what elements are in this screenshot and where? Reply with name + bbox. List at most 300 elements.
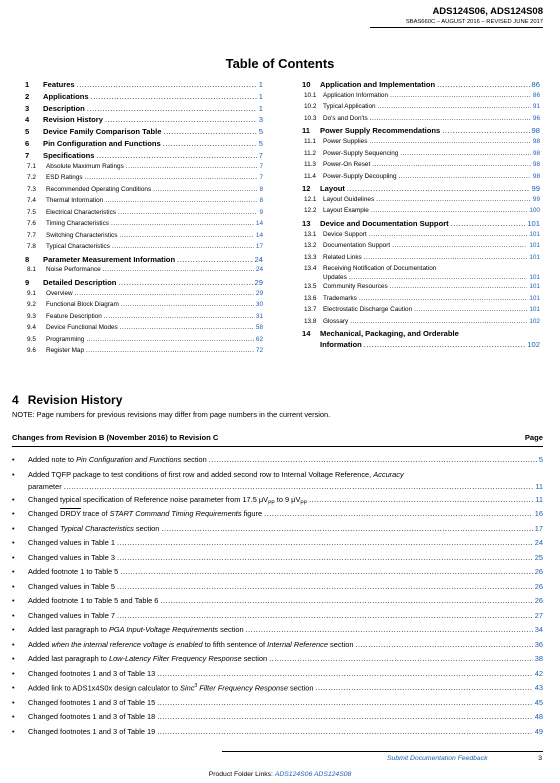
toc-entry[interactable] (25, 220, 263, 232)
toc-page-link[interactable]: 101 (529, 274, 540, 282)
change-leader (157, 727, 533, 736)
toc-entry-number: 13.4 (304, 265, 317, 273)
toc-page-link[interactable]: 101 (529, 283, 540, 291)
bullet: • (12, 523, 15, 533)
toc-entry[interactable] (25, 232, 263, 244)
bullet: • (12, 610, 15, 620)
toc-entry[interactable] (25, 80, 263, 92)
toc-page-link[interactable]: 91 (532, 103, 540, 111)
toc-entry[interactable] (25, 290, 263, 302)
toc-page-link[interactable]: 1 (258, 103, 263, 113)
change-page-link[interactable]: 25 (534, 552, 543, 562)
toc-entry[interactable] (302, 265, 540, 281)
change-page-link[interactable]: 11 (535, 481, 543, 491)
toc-entry[interactable] (302, 219, 540, 231)
toc-leader (75, 290, 254, 297)
toc-entry-number: 8 (25, 254, 30, 264)
toc-leader (359, 295, 527, 302)
toc-entry-number: 12 (302, 184, 311, 194)
toc-leader (370, 115, 531, 122)
change-leader (157, 712, 533, 721)
toc-entry-number: 13 (302, 218, 311, 228)
change-text-fragment: section (133, 523, 160, 533)
change-text (28, 582, 115, 591)
toc-entry[interactable] (302, 283, 540, 295)
toc-entry[interactable] (25, 209, 263, 221)
toc-entry-label: Pin Configuration and Functions (43, 138, 161, 148)
bullet: • (12, 726, 15, 736)
change-item (12, 455, 543, 470)
toc-entry[interactable] (302, 318, 540, 330)
toc-page-link[interactable]: 31 (255, 312, 263, 320)
change-leader (157, 669, 533, 678)
toc-entry[interactable] (25, 174, 263, 186)
change-page-link[interactable]: 49 (534, 726, 543, 736)
toc-entry-number: 7.1 (27, 162, 36, 170)
toc-entry-number: 9.4 (27, 324, 36, 332)
toc-entry[interactable] (25, 324, 263, 336)
change-text-fragment: Changed (28, 523, 61, 533)
toc-entry[interactable] (302, 115, 540, 127)
toc-entry-label: Device and Documentation Support (320, 218, 449, 228)
toc-entry-number: 6 (25, 138, 30, 148)
change-leader (117, 538, 533, 547)
toc-entry-number: 11 (302, 126, 311, 136)
change-item (12, 683, 543, 698)
toc-page-link[interactable]: 3 (258, 115, 263, 125)
toc-page-link[interactable]: 8 (259, 197, 263, 205)
change-page-link[interactable]: 24 (534, 538, 543, 547)
change-text-fragment: Changed values in Table 5 (28, 581, 115, 591)
toc-entry-number: 10 (302, 80, 311, 89)
toc-page-link[interactable]: 86 (532, 91, 540, 99)
toc-entry[interactable] (25, 266, 263, 278)
toc-entry-number: 13.2 (304, 242, 317, 250)
bullet: • (12, 552, 15, 562)
toc-leader (369, 231, 528, 238)
toc-leader (371, 207, 528, 214)
toc-page-link[interactable]: 72 (255, 347, 263, 355)
toc-page-link[interactable]: 29 (254, 277, 263, 287)
change-leader (117, 582, 533, 591)
change-text (28, 698, 155, 707)
toc-entry[interactable] (25, 347, 263, 359)
toc-page-link[interactable]: 98 (532, 138, 540, 146)
toc-leader (86, 347, 254, 354)
toc-page-link[interactable]: 7 (258, 150, 263, 160)
toc-entry-number: 7.6 (27, 220, 36, 228)
change-text-fragment: PP (268, 499, 275, 506)
toc-page-link[interactable]: 101 (529, 294, 540, 302)
toc-page-link[interactable]: 7 (259, 174, 263, 182)
toc-page-link[interactable]: 24 (255, 266, 263, 274)
change-leader (160, 596, 532, 605)
toc-page-link[interactable]: 99 (531, 184, 540, 194)
toc-leader (364, 254, 528, 261)
change-leader (355, 640, 532, 649)
toc-page-link[interactable]: 101 (529, 253, 540, 261)
toc-leader (372, 161, 531, 168)
toc-page-link[interactable]: 99 (532, 195, 540, 203)
toc-entry-label: Parameter Measurement Information (43, 254, 176, 264)
toc-page-link[interactable]: 5 (258, 138, 263, 148)
change-text-fragment: Changed footnotes 1 and 3 of Table 15 (28, 697, 156, 707)
toc-entry-label: Glossary (323, 317, 349, 325)
toc-entry-label: Related Links (323, 253, 362, 261)
change-page-link[interactable]: 42 (534, 668, 543, 678)
toc-page-link[interactable]: 5 (258, 127, 263, 137)
change-text-fragment: Changed footnotes 1 and 3 of Table 18 (28, 712, 156, 721)
toc-entry[interactable] (302, 242, 540, 254)
toc-entry-number: 5 (25, 127, 30, 137)
change-text-fragment: Changed footnotes 1 and 3 of Table 19 (28, 726, 156, 736)
toc-entry[interactable] (25, 301, 263, 313)
toc-entry[interactable] (302, 138, 540, 150)
toc-page-link[interactable]: 98 (532, 149, 540, 157)
toc-entry-number: 4 (25, 115, 30, 125)
change-leader (264, 509, 533, 518)
toc-entry[interactable] (25, 127, 263, 139)
change-item (12, 611, 543, 626)
change-text-fragment: 3 (194, 683, 198, 689)
toc-entry-label: Application and Implementation (320, 80, 436, 89)
toc-leader (369, 138, 530, 145)
toc-leader (86, 336, 254, 343)
toc-entry[interactable] (302, 306, 540, 318)
toc-entry-label: Do's and Don'ts (323, 114, 368, 122)
change-item (12, 669, 543, 684)
toc-entry-label: Feature Description (46, 312, 102, 320)
change-page-link[interactable]: 11 (535, 494, 543, 504)
toc-entry-label: Overview (46, 289, 73, 297)
toc-entry[interactable] (25, 186, 263, 198)
toc-entry-number: 7.3 (27, 185, 36, 193)
change-text (28, 611, 115, 620)
toc-page-link[interactable]: 14 (255, 231, 263, 239)
toc-entry-number: 9 (25, 277, 30, 287)
page-number: 3 (538, 755, 542, 762)
change-text-fragment: Changed footnotes 1 and 3 of Table 13 (28, 668, 156, 678)
toc-entry-label: Community Resources (323, 283, 388, 291)
change-leader (309, 495, 533, 504)
bullet: • (12, 625, 15, 634)
change-text-fragment: Sinc (180, 683, 195, 693)
toc-entry[interactable] (302, 161, 540, 173)
bullet: • (12, 668, 15, 678)
toc-entry-label: Layout Guidelines (323, 195, 375, 203)
toc-page-link[interactable]: 101 (527, 218, 540, 228)
toc-entry[interactable] (25, 139, 263, 151)
bullet: • (12, 697, 15, 707)
toc-page-link[interactable]: 1 (258, 80, 263, 89)
toc-leader (399, 173, 531, 180)
toc-entry[interactable] (25, 278, 263, 290)
toc-entry[interactable] (302, 295, 540, 307)
toc-entry-label: Features (43, 80, 75, 89)
change-page-link[interactable]: 45 (534, 697, 543, 707)
change-text (28, 455, 207, 464)
toc-page-link[interactable]: 101 (529, 242, 540, 250)
bullet: • (12, 538, 15, 547)
toc-entry[interactable] (302, 254, 540, 266)
toc-leader (437, 80, 529, 89)
bullet: • (12, 469, 15, 479)
toc-entry-number: 11.4 (304, 172, 316, 180)
change-text-fragment: Typical Characteristics (60, 523, 134, 533)
change-page-link[interactable]: 16 (534, 509, 543, 518)
toc-page-link[interactable]: 98 (532, 161, 540, 169)
toc-entry[interactable] (25, 313, 263, 325)
change-text (28, 495, 307, 506)
toc-entry-label: Noise Performance (46, 266, 101, 274)
change-text (28, 683, 313, 692)
toc-leader (153, 186, 257, 193)
change-page-link[interactable]: 38 (534, 654, 543, 663)
toc-leader (350, 318, 527, 325)
toc-entry-label: Documentation Support (323, 242, 391, 250)
toc-entry-label: Electrostatic Discharge Caution (323, 306, 413, 314)
toc-leader (103, 266, 254, 273)
change-page-link[interactable]: 26 (534, 596, 543, 605)
change-item (12, 654, 543, 669)
change-text (28, 640, 353, 649)
toc-entry-number: 11.3 (304, 161, 316, 169)
toc-entry-number: 13.5 (304, 283, 317, 291)
toc-page-link[interactable]: 96 (532, 114, 540, 122)
toc-entry-label: Device Functional Modes (46, 324, 118, 332)
toc-entry[interactable] (25, 115, 263, 127)
toc-page-link[interactable]: 30 (255, 301, 263, 309)
bullet: • (12, 567, 15, 576)
toc-page-link[interactable]: 7 (259, 162, 263, 170)
change-text-fragment: section (241, 654, 268, 663)
change-leader (64, 482, 534, 491)
change-leader (269, 654, 533, 663)
section-title: Revision History (27, 393, 123, 407)
toc-entry-label: Typical Application (323, 103, 376, 111)
toc-entry[interactable] (302, 103, 540, 115)
toc-entry-label: ESD Ratings (46, 174, 83, 182)
change-page-link[interactable]: 34 (534, 625, 543, 634)
toc-entry-label: Receiving Notification of Documentation (323, 265, 437, 273)
change-item (12, 567, 543, 582)
toc-leader (111, 220, 254, 227)
toc-leader (96, 151, 256, 160)
toc-entry[interactable] (302, 231, 540, 243)
toc-entry-number: 7.8 (27, 243, 36, 251)
toc-page-link[interactable]: 58 (255, 324, 263, 332)
change-text-fragment: Added link to ADS1x4S0x design calculator to (28, 683, 181, 693)
change-page-link[interactable]: 5 (538, 455, 543, 464)
changes-list (12, 455, 543, 741)
change-text-fragment: Added TQFP package to test conditions of first row and added second row to Internal Voltage Reference, (28, 469, 374, 479)
bullet: • (12, 596, 15, 605)
toc-entry-number: 3 (25, 103, 30, 113)
change-leader (117, 553, 533, 562)
toc-entry-label: Device Family Comparison Table (43, 127, 162, 137)
toc-entry-number: 9.3 (27, 312, 36, 320)
change-text-fragment: figure (241, 509, 263, 518)
change-text-fragment: Changed (28, 509, 61, 518)
toc-leader (118, 209, 257, 216)
toc-leader (87, 104, 257, 113)
toc-entry-label: Revision History (43, 115, 103, 125)
toc-page-link[interactable]: 29 (255, 289, 263, 297)
toc-page-link[interactable]: 102 (527, 340, 540, 350)
bullet: • (12, 455, 15, 464)
toc-entry[interactable] (25, 104, 263, 116)
toc-entry[interactable] (25, 197, 263, 209)
toc-entry-label: Power-Supply Sequencing (323, 149, 399, 157)
change-text-fragment: section (218, 625, 244, 634)
toc-leader (91, 92, 257, 101)
toc-entry-number: 10.1 (304, 91, 317, 99)
change-page-link[interactable]: 26 (534, 581, 543, 591)
toc-page-link[interactable]: 101 (529, 306, 540, 314)
toc-entry[interactable] (25, 336, 263, 348)
toc-entry-number: 7.7 (27, 231, 36, 239)
change-item (12, 524, 543, 539)
toc-entry-label: Power Supply Recommendations (320, 126, 441, 136)
toc-entry[interactable] (302, 150, 540, 162)
change-page-link[interactable]: 43 (534, 683, 543, 693)
toc-entry-label: Programming (46, 335, 85, 343)
change-page-link[interactable]: 27 (534, 610, 543, 620)
change-text (28, 553, 115, 562)
toc-entry-label: Thermal Information (46, 197, 104, 205)
change-text-continued (28, 482, 62, 491)
bullet: • (12, 581, 15, 591)
toc-entry-label: Mechanical, Packaging, and Orderable (320, 329, 459, 339)
toc-page-link[interactable]: 24 (254, 254, 263, 264)
toc-entry[interactable] (25, 151, 263, 163)
change-leader (117, 611, 533, 620)
toc-page-link[interactable]: 98 (532, 172, 540, 180)
toc-leader (349, 274, 528, 281)
toc-page-link[interactable]: 102 (529, 317, 540, 325)
toc-leader (392, 242, 527, 249)
toc-entry-label: Detailed Description (43, 277, 117, 287)
toc-entry[interactable] (25, 163, 263, 175)
toc-entry-number: 13.3 (304, 253, 317, 261)
toc-entry-label: Description (43, 103, 85, 113)
section-number: 4 (12, 393, 19, 407)
toc-page-link[interactable]: 9 (259, 208, 263, 216)
header-subtitle: SBAS660C – AUGUST 2016 – REVISED JUNE 2017 (405, 19, 543, 25)
toc-leader (105, 115, 257, 124)
toc-page-link[interactable]: 98 (531, 126, 540, 136)
toc-entry[interactable] (302, 329, 540, 349)
toc-page-link[interactable]: 8 (259, 185, 263, 193)
toc-entry-label: Power Supplies (323, 138, 368, 146)
toc-entry-number: 12.2 (304, 207, 317, 215)
toc-entry-number: 7.5 (27, 208, 36, 216)
product-links[interactable]: ADS124S06 ADS124S08 (274, 771, 352, 778)
changes-header (12, 433, 543, 442)
toc-entry-number: 11.1 (304, 138, 316, 146)
toc-entry[interactable] (302, 184, 540, 196)
toc-entry-label: Device Support (323, 230, 367, 238)
change-page-link[interactable]: 26 (534, 567, 543, 576)
toc-entry-number: 13.6 (304, 294, 317, 302)
change-text-fragment: Changed values in Table 1 (28, 538, 115, 547)
toc-leader (118, 278, 252, 287)
toc-entry[interactable] (302, 207, 540, 219)
toc-entry-number: 2 (25, 91, 30, 101)
change-text-fragment: DRDY (60, 509, 81, 518)
changes-rule (12, 446, 543, 447)
change-page-link[interactable]: 48 (534, 712, 543, 721)
toc-leader (126, 163, 258, 170)
submit-feedback-link[interactable]: Submit Documentation Feedback (387, 755, 488, 762)
bullet: • (12, 712, 15, 721)
toc-entry-label: Application Information (323, 91, 389, 99)
toc-page-link[interactable]: 62 (255, 335, 263, 343)
change-item (12, 727, 543, 742)
change-page-link[interactable]: 36 (534, 639, 543, 649)
toc-leader (121, 301, 254, 308)
change-text-fragment: PGA Input-Voltage Requirements (108, 625, 219, 634)
toc-page-link[interactable]: 100 (529, 207, 540, 215)
toc-entry-label: Applications (43, 91, 89, 101)
toc-entry[interactable] (302, 173, 540, 185)
toc-entry-label: Specifications (43, 150, 95, 160)
change-text-fragment: Added note to (28, 455, 77, 464)
change-text (28, 654, 267, 663)
toc-page-link[interactable]: 17 (255, 243, 263, 251)
change-text-fragment: to fifth sentence of (202, 639, 268, 649)
toc-leader (120, 324, 254, 331)
toc-entry[interactable] (302, 196, 540, 208)
revision-note: NOTE: Page numbers for previous revisions may differ from page numbers in the current version. (12, 410, 331, 419)
toc-page-link[interactable]: 101 (529, 230, 540, 238)
change-item (12, 553, 543, 568)
section-heading (12, 393, 122, 407)
change-text-fragment: section (287, 683, 314, 693)
toc-entry-number: 13.8 (304, 317, 317, 325)
change-text (28, 538, 115, 547)
toc-page-link[interactable]: 86 (531, 80, 540, 89)
header-rule (370, 27, 543, 28)
toc-entry[interactable] (25, 92, 263, 104)
toc-leader (104, 313, 254, 320)
toc-leader (119, 232, 254, 239)
toc-entry-label: Register Map (46, 347, 85, 355)
toc-page-link[interactable]: 14 (255, 220, 263, 228)
change-text (28, 727, 155, 736)
toc-entry[interactable] (25, 243, 263, 255)
change-text-fragment: Filter Frequency Response (197, 683, 288, 693)
toc-entry[interactable] (302, 126, 540, 138)
toc-leader (364, 340, 526, 349)
change-item (12, 698, 543, 713)
change-item (12, 495, 543, 510)
toc-entry-number: 7 (25, 150, 30, 160)
toc-entry-label: Switching Characteristics (46, 231, 118, 239)
toc-title: Table of Contents (225, 56, 335, 71)
change-item (12, 509, 543, 524)
toc-page-link[interactable]: 1 (258, 91, 263, 101)
toc-entry-label: Typical Characteristics (46, 243, 110, 251)
change-text (28, 712, 155, 721)
toc-entry[interactable] (302, 92, 540, 104)
change-page-link[interactable]: 17 (534, 523, 543, 533)
toc-entry-label: Functional Block Diagram (46, 301, 119, 309)
toc-entry[interactable] (302, 80, 540, 92)
toc-entry-label: Trademarks (323, 294, 357, 302)
toc-entry[interactable] (25, 255, 263, 267)
toc-entry-label: Absolute Maximum Ratings (46, 162, 124, 170)
